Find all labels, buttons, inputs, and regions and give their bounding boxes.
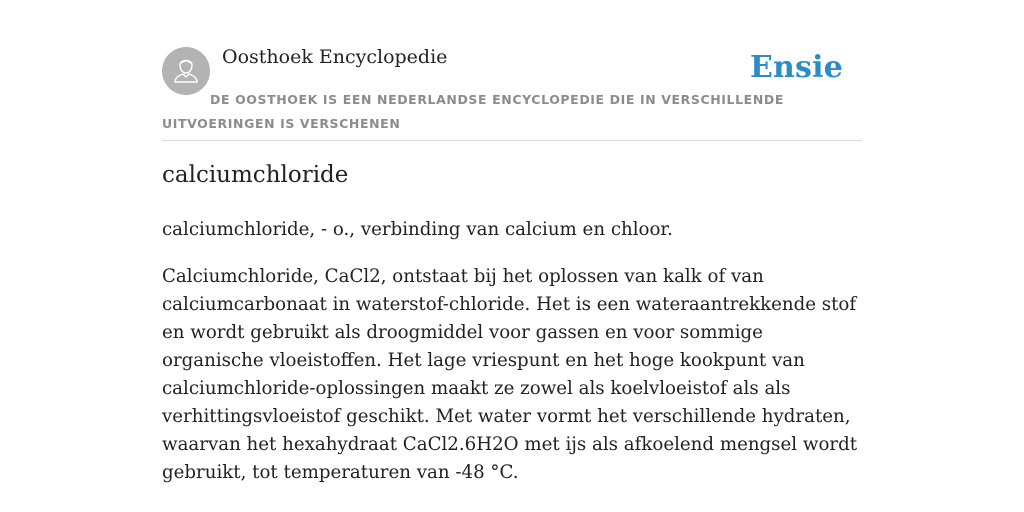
- user-icon: [171, 54, 201, 88]
- article-title: calciumchloride: [162, 162, 349, 188]
- article-paragraph-1: calciumchloride, - o., verbinding van calcium en chloor.: [162, 219, 673, 240]
- source-tagline: DE OOSTHOEK IS EEN NEDERLANDSE ENCYCLOPEDIE DIE IN VERSCHILLENDE UITVOERINGEN IS VERSCHENEN: [162, 92, 784, 131]
- ensie-logo[interactable]: Ensie: [749, 50, 843, 85]
- article-paragraph-2: Calciumchloride, CaCl2, ontstaat bij het oplossen van kalk of van calciumcarbonaat in waterstof-chloride. Het is een wateraantrekkende stof en wordt gebruikt als droogmiddel voor gassen en voor sommige organische vloeistoffen. Het lage vriespunt en het hoge kookpunt van calciumchloride-oplossingen maakt ze zowel als koelvloeistof als als verhittingsvloeistof geschikt. Met water vormt het verschillende hydraten, waarvan het hexahydraat CaCl2.6H2O met ijs als afkoelend mengsel wordt gebruikt, tot temperaturen van -48 °C.: [162, 266, 858, 483]
- source-name-link[interactable]: Oosthoek Encyclopedie: [222, 46, 448, 68]
- page-container: [162, 0, 862, 483]
- source-header: [162, 0, 862, 141]
